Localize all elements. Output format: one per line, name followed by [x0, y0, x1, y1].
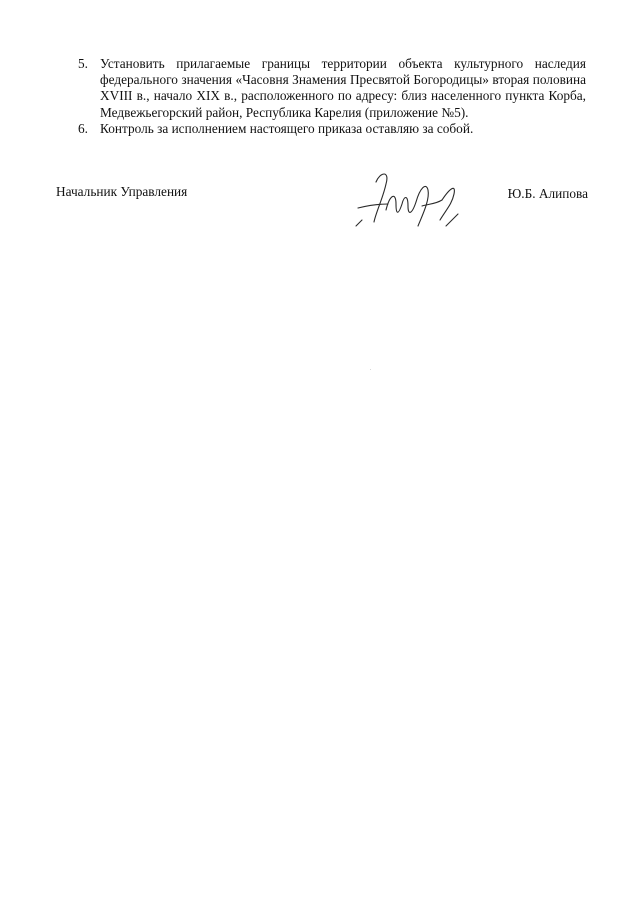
item-text: Контроль за исполнением настоящего приказа оставляю за собой.: [100, 120, 474, 136]
scan-speck: [370, 369, 371, 370]
signature-block: [56, 182, 588, 252]
item-number: 6.: [78, 120, 88, 136]
signatory-title: Начальник Управления: [56, 184, 188, 199]
item-text: Установить прилагаемые границы территории объекта культурного наследия федерального значения «Часовня Знамения Пресвятой Богородицы» вторая половина XVIII в., начало XIX в., расположенного по адресу: близ населенного пункта Корба, Медвежьегорский район, Республика Карелия (приложение №5).: [100, 56, 586, 120]
order-item-6: [78, 121, 586, 137]
order-items-list: [78, 56, 586, 137]
order-item-5: [78, 56, 586, 121]
item-number: 5.: [78, 56, 88, 71]
handwritten-signature: [346, 164, 466, 244]
signatory-name: Ю.Б. Алипова: [507, 186, 588, 201]
